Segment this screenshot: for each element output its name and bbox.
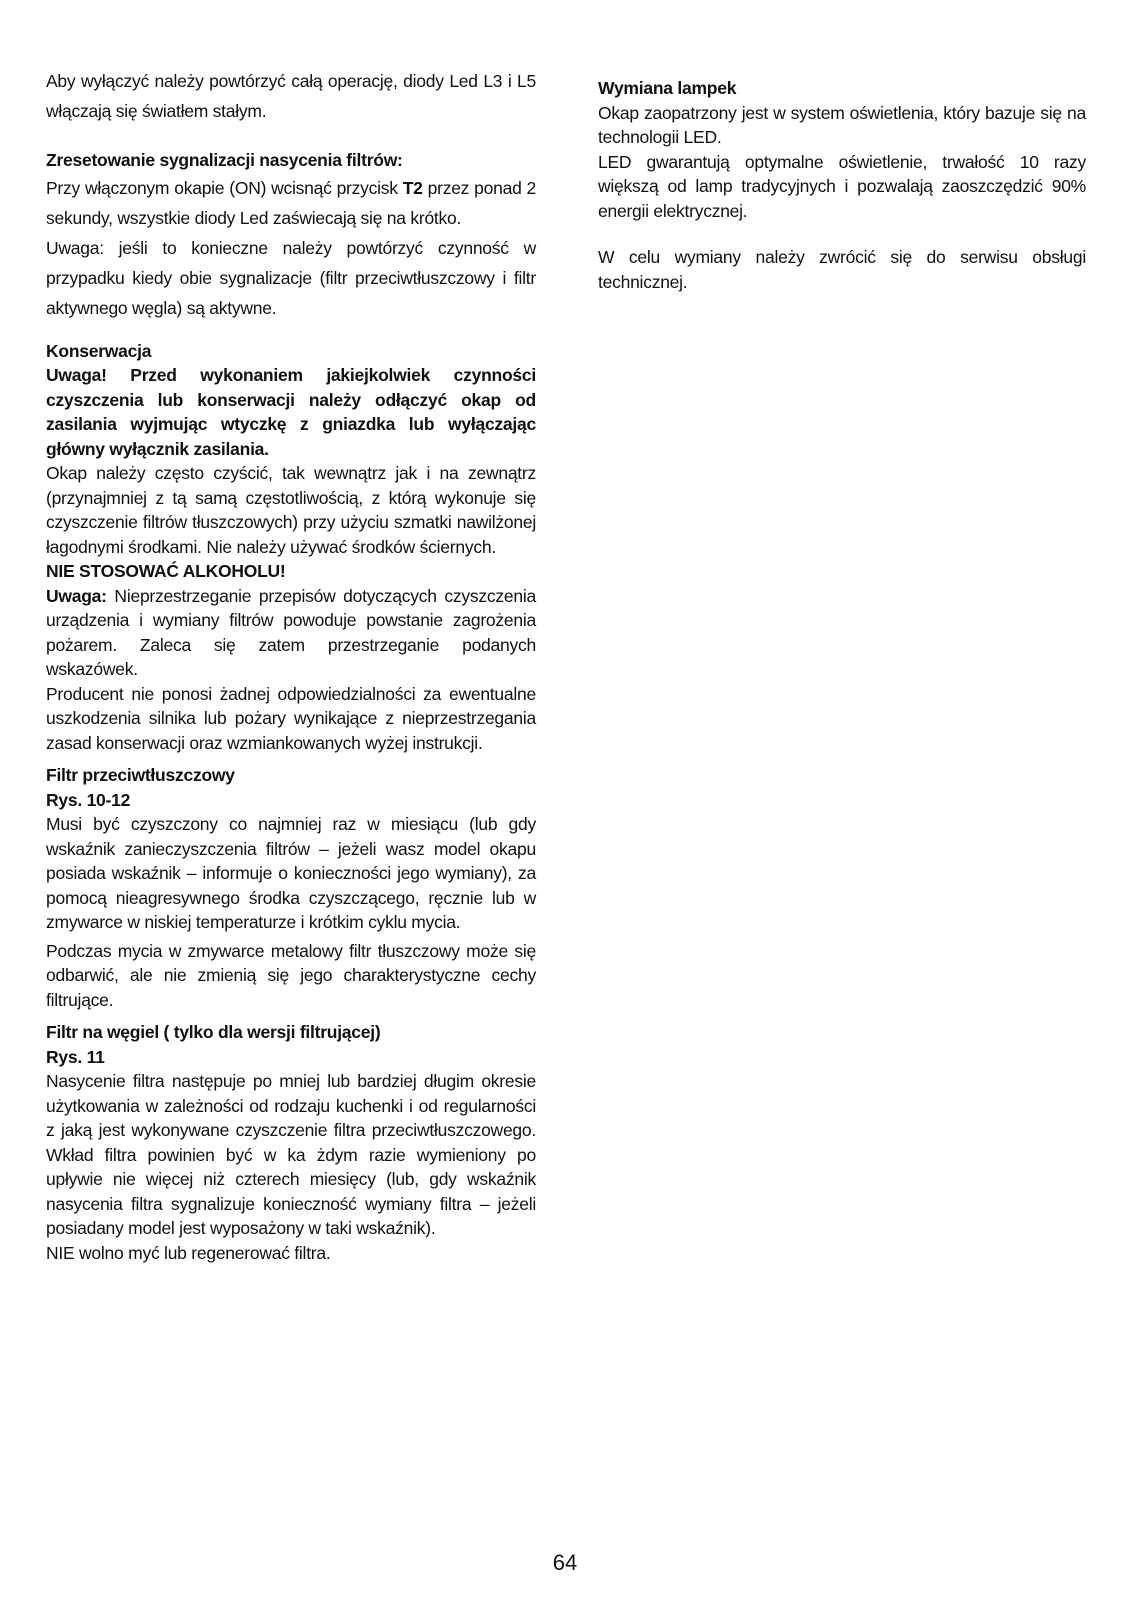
no-alcohol-notice: NIE STOSOWAĆ ALKOHOLU! (46, 561, 286, 581)
grease-filter-figure-ref: Rys. 10-12 (46, 789, 131, 810)
reset-paragraph: Przy włączonym okapie (ON) wcisnąć przycisk T2 przez ponad 2 sekundy, wszystkie diody Led zaświecają się na krótko. (46, 177, 536, 228)
maintenance-heading: Konserwacja (46, 340, 152, 361)
carbon-filter-figure-ref: Rys. 11 (46, 1046, 105, 1067)
page-number: 64 (552, 1550, 578, 1575)
maintenance-note: Uwaga: Nieprzestrzeganie przepisów dotyczących czyszczenia urządzenia i wymiany filtrów powoduje powstanie zagrożenia pożarem. Zaleca się zatem przestrzeganie podanych wskazówek. (46, 585, 536, 679)
grease-filter-text-2: Podczas mycia w zmywarce metalowy filtr tłuszczowy może się odbarwić, ale nie zmienią się jego charakterystyczne cechy filtrujące. (46, 940, 536, 1010)
lamps-text-3: W celu wymiany należy zwrócić się do serwisu obsługi technicznej. (598, 247, 1086, 292)
carbon-filter-heading: Filtr na węgiel ( tylko dla wersji filtrującej) (46, 1022, 381, 1042)
reset-heading: Zresetowanie sygnalizacji nasycenia filtrów: (46, 150, 403, 170)
grease-filter-text: Musi być czyszczony co najmniej raz w miesiącu (lub gdy wskaźnik zanieczyszczenia filtrów – jeżeli wasz model okapu posiada wskaźnik – informuje o konieczności jego wymiany), za pomocą nieagresywnego środka czyszczącego, ręcznie lub w zmywarce w niskiej temperaturze i krótkim cyklu mycia. (46, 814, 536, 932)
carbon-filter-text-2: NIE wolno myć lub regenerować filtra. (46, 1242, 331, 1263)
lamps-text-2: LED gwarantują optymalne oświetlenie, trwałość 10 razy większą od lamp tradycyjnych i pozwalają zaoszczędzić 90% energii elektrycznej. (598, 151, 1086, 221)
lamps-heading: Wymiana lampek (598, 78, 737, 98)
maintenance-warning: Uwaga! Przed wykonaniem jakiejkolwiek czynności czyszczenia lub konserwacji należy odłączyć okap od zasilania wyjmując wtyczkę z gniazdka lub wyłączając główny wyłącznik zasilania. (46, 365, 536, 459)
right-column (598, 76, 1086, 294)
left-column (46, 66, 536, 1265)
maintenance-text: Okap należy często czyścić, tak wewnątrz jak i na zewnątrz (przynajmniej z tą samą częstotliwością, z którą wykonuje się czyszczenie filtrów tłuszczowych) przy użyciu szmatki nawilżonej łagodnymi środkami. Nie należy używać środków ściernych. (46, 463, 536, 557)
carbon-filter-text: Nasycenie filtra następuje po mniej lub bardziej długim okresie użytkowania w zależności od rodzaju kuchenki i od regularności z jaką jest wykonywane czyszczenie filtra przeciwtłuszczowego. Wkład filtra powinien być w ka żdym razie wymieniony po upływie nie więcej niż czterech miesięcy (lub, gdy wskaźnik nasycenia filtra sygnalizuje konieczność wymiany filtra – jeżeli posiadany model jest wyposażony w taki wskaźnik). (46, 1071, 536, 1238)
reset-key: T2 (402, 177, 423, 198)
intro-paragraph: Aby wyłączyć należy powtórzyć całą operację, diody Led L3 i L5 włączają się światłem stałym. (46, 71, 536, 121)
lamps-text-1: Okap zaopatrzony jest w system oświetlenia, który bazuje się na technologii LED. (598, 102, 1086, 147)
grease-filter-heading: Filtr przeciwtłuszczowy (46, 765, 235, 785)
producer-disclaimer: Producent nie ponosi żadnej odpowiedzialności za ewentualne uszkodzenia silnika lub pożary wynikające z nieprzestrzegania zasad konserwacji oraz wzmiankowanych wyżej instrukcji. (46, 683, 536, 753)
reset-note: Uwaga: jeśli to konieczne należy powtórzyć czynność w przypadku kiedy obie sygnalizacje (filtr przeciwtłuszczowy i filtr aktywnego węgla) są aktywne. (46, 237, 536, 318)
